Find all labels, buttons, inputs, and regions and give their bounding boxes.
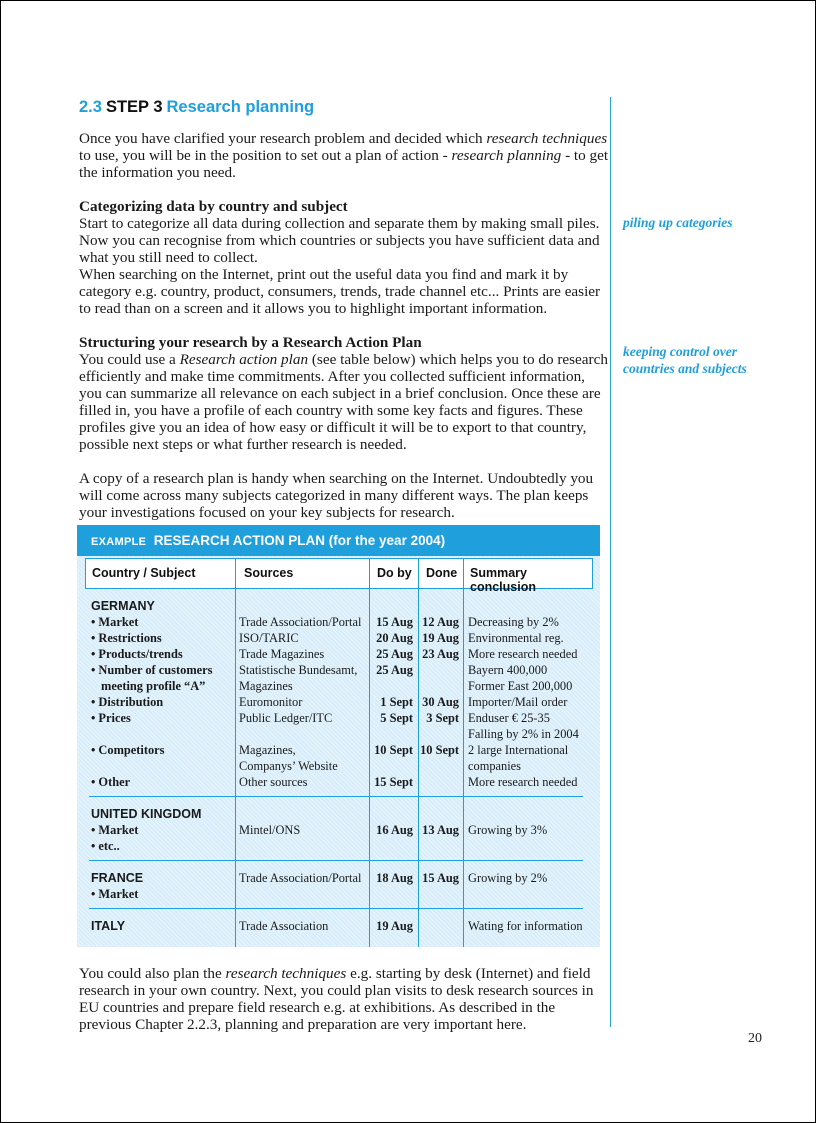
germany-row-summary: Environmental reg. xyxy=(468,631,564,645)
germany-row-summary: companies xyxy=(468,759,521,773)
germany-row-summary: Bayern 400,000 xyxy=(468,663,548,677)
text-segment: research techniques xyxy=(486,130,608,147)
uk-row-subject: • Market xyxy=(91,823,139,837)
germany-row-done: 19 Aug xyxy=(422,631,459,645)
germany-row-doby: 5 Sept xyxy=(380,711,413,725)
germany-row-source: Public Ledger/ITC xyxy=(239,711,333,725)
column-divider-sources xyxy=(235,558,236,947)
germany-row-subject: • Other xyxy=(91,775,131,789)
text-segment: You could use a xyxy=(79,351,180,368)
section-title: Research planning xyxy=(166,98,315,116)
germany-row-source: Magazines xyxy=(239,679,293,693)
germany-row-summary: Enduser € 25-35 xyxy=(468,711,550,725)
text-segment: (see table below) which helps you to do research efficiently and make time commitments. After you collected sufficient information, you can summarize all relevance on each subject in a brief conclusion. Once these are filled in, you have a profile of each country with some key facts and figures. These profiles give you an idea of how easy or difficult it will be to export to that country, possible next steps or what further research is needed. xyxy=(79,351,608,453)
italy-source: Trade Association xyxy=(239,919,329,933)
main-column xyxy=(79,97,609,538)
header-done: Done xyxy=(426,566,458,580)
germany-row-subject: • Restrictions xyxy=(91,631,162,645)
text-segment: Once you have clarified your research problem and decided which xyxy=(79,130,487,147)
closing-paragraph xyxy=(79,965,609,1033)
germany-row-subject: • Prices xyxy=(91,711,131,725)
france-summary: Growing by 2% xyxy=(468,871,548,885)
germany-row-doby: 25 Aug xyxy=(376,663,413,677)
margin-note-line-1: keeping control over xyxy=(623,344,737,359)
structuring-heading: Structuring your research by a Research Action Plan xyxy=(79,334,422,351)
country-united-kingdom: UNITED KINGDOM xyxy=(91,807,202,821)
italy-doby: 19 Aug xyxy=(376,919,413,933)
group-divider-2 xyxy=(89,860,583,861)
germany-row-source: Statistische Bundesamt, xyxy=(239,663,358,677)
text-segment: to use, you will be in the position to set out a plan of action - xyxy=(79,147,452,164)
categorizing-paragraph: Start to categorize all data during collection and separate them by making small piles. Now you can recognise from which countries or subjects you have sufficient data and what you still need to collect. xyxy=(79,215,600,266)
germany-row-subject: • Market xyxy=(91,615,139,629)
uk-row-source: Mintel/ONS xyxy=(239,823,301,837)
germany-row-source: Other sources xyxy=(239,775,308,789)
country-france: FRANCE xyxy=(91,871,144,885)
france-source: Trade Association/Portal xyxy=(239,871,362,885)
country-italy: ITALY xyxy=(91,919,126,933)
germany-row-source: Trade Association/Portal xyxy=(239,615,362,629)
germany-row-summary: More research needed xyxy=(468,647,578,661)
categorizing-heading: Categorizing data by country and subject xyxy=(79,198,348,215)
header-country-subject: Country / Subject xyxy=(92,566,196,580)
table-title: RESEARCH ACTION PLAN (for the year 2004) xyxy=(153,533,446,548)
uk-row-subject: • etc.. xyxy=(91,839,120,853)
text-segment: e.g. starting by desk (Internet) and field research in your own country. Next, you could plan visits to desk research sources in EU countries and prepare field research e.g. at exhibitions. As described in the previous Chapter 2.2.3, planning and preparation are very important here. xyxy=(79,965,594,1033)
germany-row-summary: More research needed xyxy=(468,775,578,789)
table-title-bar xyxy=(77,525,600,556)
header-sources: Sources xyxy=(244,566,294,580)
germany-row-source: Magazines, xyxy=(239,743,296,757)
germany-row-doby: 15 Aug xyxy=(376,615,413,629)
margin-note-keeping-control xyxy=(623,343,783,377)
germany-row-doby: 10 Sept xyxy=(374,743,413,757)
text-segment: - to get the information you need. xyxy=(79,147,609,181)
germany-row-subject: • Products/trends xyxy=(91,647,183,661)
header-do-by: Do by xyxy=(377,566,412,580)
group-divider-1 xyxy=(89,796,583,797)
italy-summary: Wating for information xyxy=(468,919,583,933)
germany-row-summary: Former East 200,000 xyxy=(468,679,573,693)
germany-row-summary: Decreasing by 2% xyxy=(468,615,559,629)
section-heading xyxy=(79,97,609,117)
germany-row-subject: • Number of customers xyxy=(91,663,213,677)
text-segment: You could also plan the xyxy=(79,965,226,982)
germany-row-source: Companys’ Website xyxy=(239,759,338,773)
germany-row-summary: Importer/Mail order xyxy=(468,695,568,709)
uk-row-summary: Growing by 3% xyxy=(468,823,548,837)
header-summary: Summary conclusion xyxy=(470,566,536,594)
intro-paragraph xyxy=(79,130,609,181)
research-action-plan-table xyxy=(77,525,600,947)
section-step: STEP 3 xyxy=(105,98,163,116)
germany-row-summary: 2 large International xyxy=(468,743,569,757)
france-done: 15 Aug xyxy=(422,871,459,885)
germany-row-doby: 15 Sept xyxy=(374,775,413,789)
germany-row-source: ISO/TARIC xyxy=(239,631,299,645)
germany-row-source: Euromonitor xyxy=(239,695,303,709)
margin-note-piling: piling up categories xyxy=(623,215,733,230)
group-divider-3 xyxy=(89,908,583,909)
margin-note-line-2: countries and subjects xyxy=(623,361,747,376)
categorizing-paragraph-2: When searching on the Internet, print out the useful data you find and mark it by category e.g. country, product, consumers, trends, trade channel etc... Prints are easier to read than on a screen and it allows you to highlight important information. xyxy=(79,266,601,317)
section-number: 2.3 xyxy=(79,98,102,116)
germany-row-source: Trade Magazines xyxy=(239,647,325,661)
text-segment: research techniques xyxy=(225,965,347,982)
germany-row-subject: meeting profile “A” xyxy=(101,679,206,693)
germany-row-subject: • Competitors xyxy=(91,743,165,757)
page-number: 20 xyxy=(748,1031,762,1046)
france-doby: 18 Aug xyxy=(376,871,413,885)
margin-rule xyxy=(610,97,611,1027)
germany-row-done: 3 Sept xyxy=(426,711,459,725)
closing-column xyxy=(79,965,609,1033)
germany-row-doby: 25 Aug xyxy=(376,647,413,661)
germany-row-done: 12 Aug xyxy=(422,615,459,629)
germany-row-done: 23 Aug xyxy=(422,647,459,661)
table-example-label: EXAMPLE xyxy=(91,536,147,548)
uk-row-doby: 16 Aug xyxy=(376,823,413,837)
copy-paragraph: A copy of a research plan is handy when searching on the Internet. Undoubtedly you will come across many subjects categorized in many different ways. The plan keeps your investigations focused on your key subjects for research. xyxy=(79,470,594,521)
germany-row-done: 10 Sept xyxy=(420,743,459,757)
france-subject: • Market xyxy=(91,887,139,901)
structuring-paragraph xyxy=(79,351,609,453)
column-divider-summary xyxy=(463,558,464,947)
uk-row-done: 13 Aug xyxy=(422,823,459,837)
text-segment: research planning xyxy=(451,147,562,164)
germany-row-doby: 1 Sept xyxy=(380,695,413,709)
germany-row-doby: 20 Aug xyxy=(376,631,413,645)
germany-row-summary: Falling by 2% in 2004 xyxy=(468,727,579,741)
table-header-row xyxy=(85,558,593,594)
germany-row-done: 30 Aug xyxy=(422,695,459,709)
text-segment: Research action plan xyxy=(179,351,309,368)
germany-row-subject: • Distribution xyxy=(91,695,164,709)
country-germany: GERMANY xyxy=(91,599,155,613)
